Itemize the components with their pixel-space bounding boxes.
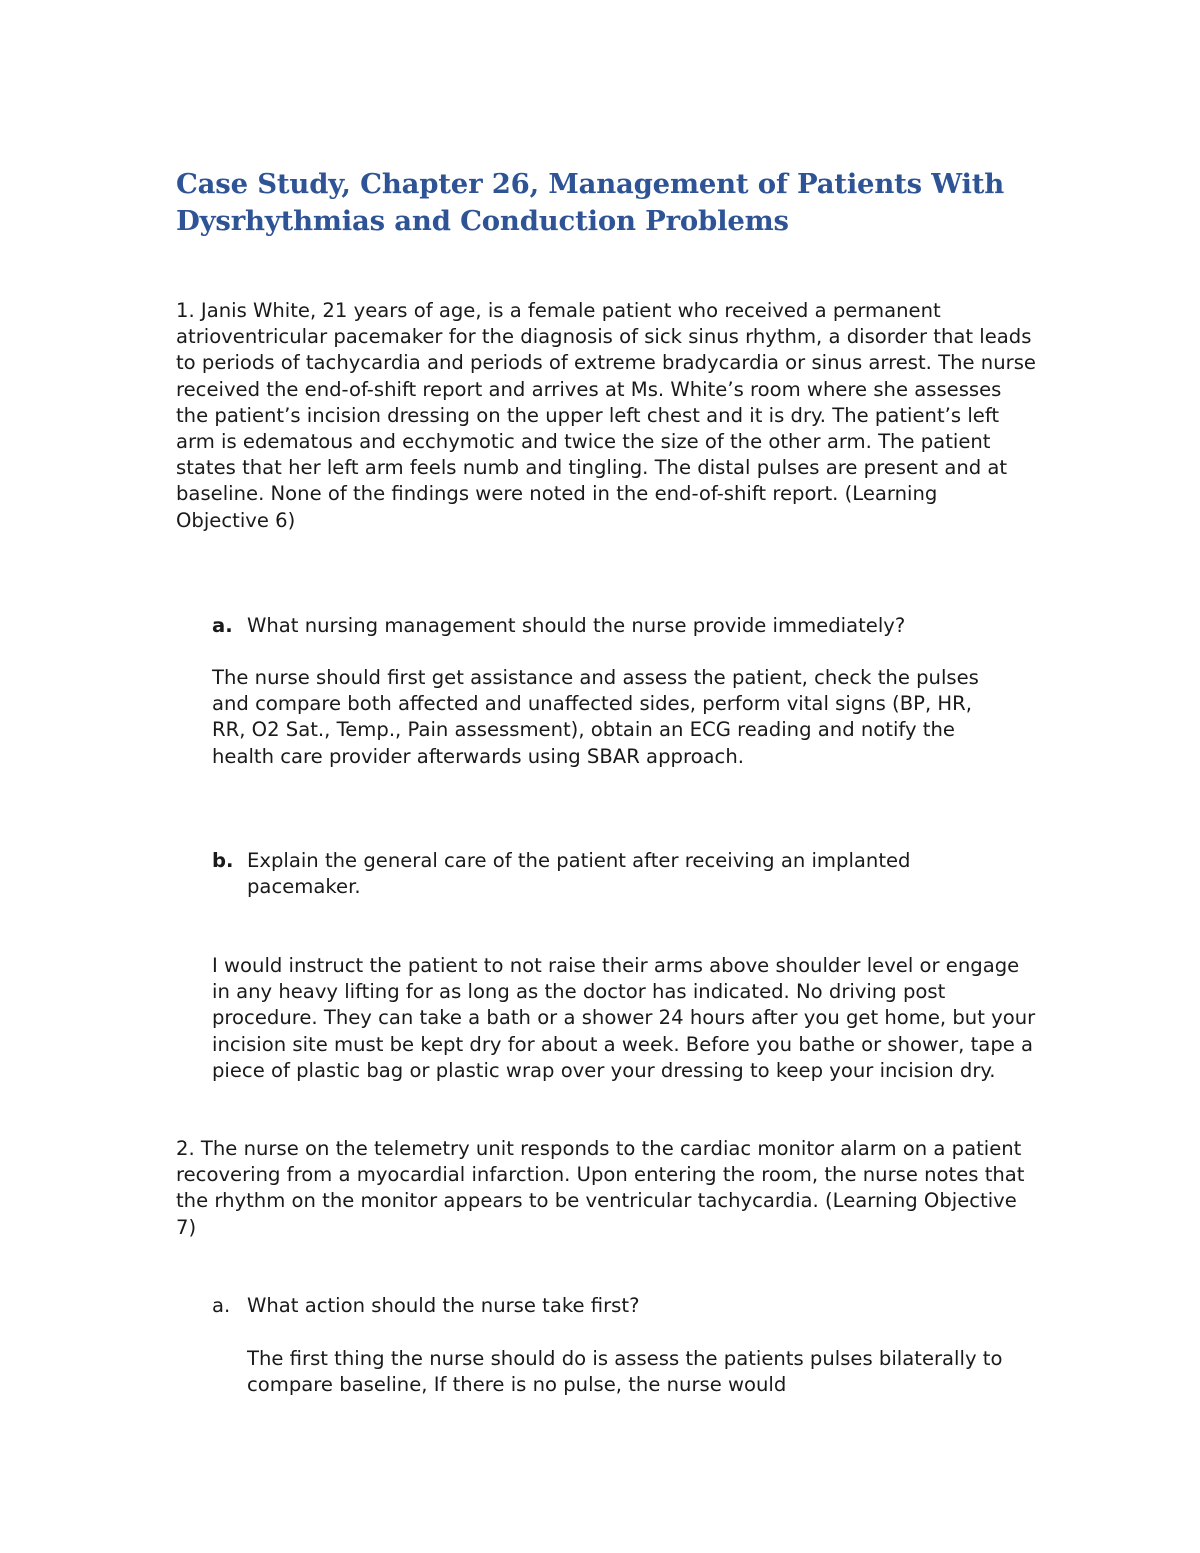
answer-2a: The first thing the nurse should do is assess the patients pulses bilaterally to compare baseline, If there is no pulse, the nurse would — [247, 1347, 1003, 1397]
question-1b-marker: b. — [212, 849, 234, 872]
question-1b — [212, 848, 1012, 900]
answer-1b: I would instruct the patient to not raise their arms above shoulder level or engage in any heavy lifting for as long as the doctor has indicated. No driving post procedure. They can take a bath or a shower 24 hours after you get home, but your incision site must be kept dry for about a week. Before you bathe or shower, tape a piece of plastic bag or plastic wrap over your dressing to keep your incision dry. — [212, 954, 1036, 1082]
question-1-prompt: 1. Janis White, 21 years of age, is a female patient who received a permanent atrioventricular pacemaker for the diagnosis of sick sinus rhythm, a disorder that leads to periods of tachycardia and periods of extreme bradycardia or sinus arrest. The nurse received the end-of-shift report and arrives at Ms. White’s room where she assesses the patient’s incision dressing on the upper left chest and it is dry. The patient’s left arm is edematous and ecchymotic and twice the size of the other arm. The patient states that her left arm feels numb and tingling. The distal pulses are present and at baseline. None of the findings were noted in the end-of-shift report. (Learning Objective 6) — [176, 299, 1036, 532]
answer-1a: The nurse should first get assistance and assess the patient, check the pulses and compare both affected and unaffected sides, perform vital signs (BP, HR, RR, O2 Sat., Temp., Pain assessment), obtain an ECG reading and notify the health care provider afterwards using SBAR approach. — [212, 666, 979, 768]
document-title: Case Study, Chapter 26, Management of Patients With Dysrhythmias and Conduction Problems — [176, 168, 1005, 237]
question-2a-marker: a. — [212, 1294, 231, 1317]
question-2a — [212, 1293, 1012, 1319]
question-1a — [212, 613, 1012, 639]
question-2-prompt: 2. The nurse on the telemetry unit responds to the cardiac monitor alarm on a patient recovering from a myocardial infarction. Upon entering the room, the nurse notes that the rhythm on the monitor appears to be ventricular tachycardia. (Learning Objective 7) — [176, 1137, 1025, 1239]
question-1b-text: Explain the general care of the patient after receiving an implanted pacemaker. — [247, 849, 911, 899]
question-2a-text: What action should the nurse take first? — [247, 1294, 640, 1317]
question-1a-marker: a. — [212, 614, 233, 637]
question-1a-text: What nursing management should the nurse provide immediately? — [247, 614, 906, 637]
